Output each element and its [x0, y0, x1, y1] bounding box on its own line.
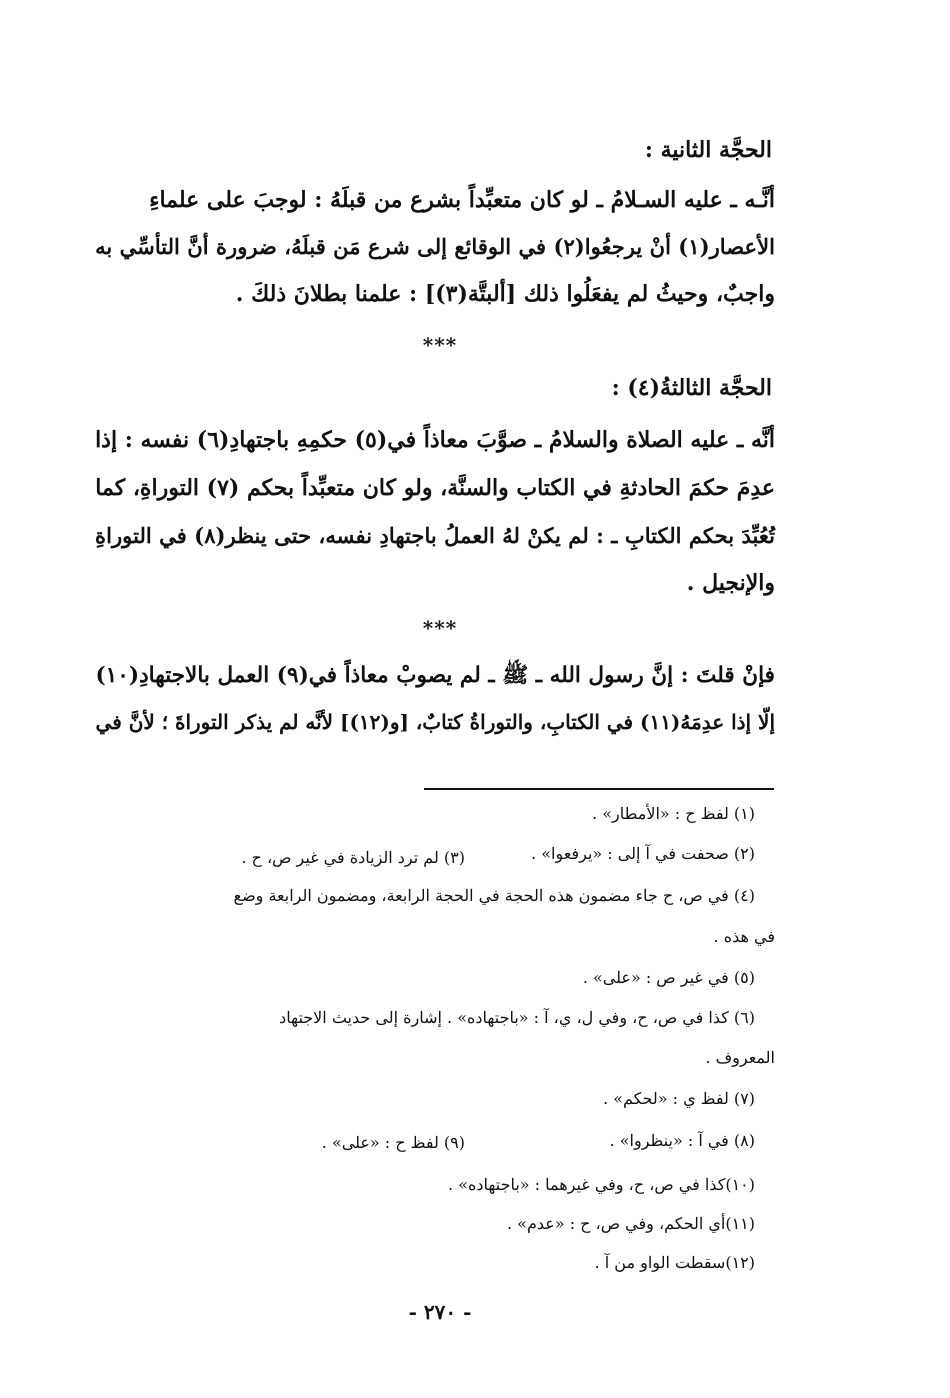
- footnote-3: (٣) لم ترد الزيادة في غير ص، ح .: [241, 848, 465, 867]
- footnote-1: (١) لفظ ح : «الأمطار» .: [592, 804, 755, 823]
- footnote-2: (٢) صحفت في آ إلى : «يرفعوا» .: [531, 844, 755, 863]
- para-3-line-3: تُعُبِّدَ بحكم الكتابِ ـ : لم يكنْ لهُ العملُ باجتهادِ نفسه، حتى ينظر(٨) في التوراةِ: [95, 523, 775, 548]
- footnote-10: (١٠)كذا في ص، ح، وفي غيرهما : «باجتهاده» .: [448, 1175, 755, 1194]
- para-4-line-2: إلّا إذا عدِمَهُ(١١) في الكتابِ، والتوراةُ كتابٌ، [و(١٢)] لأنَّه لم يذكر التوراةَ ؛ لأنَّ في: [95, 710, 775, 734]
- footnote-12: (١٢)سقطت الواو من آ .: [594, 1253, 755, 1272]
- para-2-line-2: الأعصار(١) أنْ يرجعُوا(٢) في الوقائع إلى شرع مَن قبلَهُ، ضرورة أنَّ التأسِّي به: [95, 234, 775, 259]
- footnote-8: (٨) في آ : «ينظروا» .: [609, 1131, 755, 1150]
- footnote-5: (٥) في غير ص : «على» .: [582, 968, 755, 987]
- para-3-line-2: عدِمَ حكمَ الحادثةِ في الكتاب والسنَّة، ولو كان متعبِّداً بحكم (٧) التوراةِ، كما: [95, 475, 775, 501]
- page-number: - ٢٧٠ -: [408, 1300, 472, 1324]
- section-separator: ***: [422, 333, 458, 357]
- para-3-line-4: والإنجيل .: [686, 570, 775, 596]
- para-2-line-1: أنَّـه ـ عليه السـلامُ ـ لو كان متعبِّداً بشرع من قبلَهُ : لوجبَ على علماءِ: [149, 187, 775, 213]
- para-3-line-1: أنَّه ـ عليه الصلاة والسلامُ ـ صوَّبَ معاذاً في(٥) حكمِهِ باجتهادِ(٦) نفسه : إذا: [95, 427, 775, 453]
- heading-third-argument: الحجَّة الثالثةُ(٤) :: [611, 375, 772, 401]
- para-2-line-3: واجبٌ، وحيثُ لم يفعَلُوا ذلك [ألبتَّة(٣)] : علمنا بطلانَ ذلكَ .: [235, 281, 775, 307]
- footnote-6-line-2: المعروف .: [705, 1048, 775, 1067]
- footnote-4-line-2: في هذه .: [713, 927, 775, 946]
- para-4-line-1: فإنْ قلتَ : إنَّ رسول الله ـ ﷺ ـ لم يصوبْ معاذاً في(٩) العمل بالاجتهادِ(١٠): [95, 663, 775, 688]
- heading-second-argument: الحجَّة الثانية :: [644, 137, 772, 163]
- footnote-divider: [424, 788, 774, 790]
- footnote-11: (١١)أي الحكم، وفي ص، ح : «عدم» .: [507, 1214, 755, 1233]
- footnote-4-line-1: (٤) في ص، ح جاء مضمون هذه الحجة في الحجة الرابعة، ومضمون الرابعة وضع: [233, 886, 755, 905]
- footnote-9: (٩) لفظ ح : «على» .: [321, 1133, 465, 1152]
- section-separator: ***: [422, 616, 458, 640]
- footnote-6-line-1: (٦) كذا في ص، ح، وفي ل، ي، آ : «باجتهاده» . إشارة إلى حديث الاجتهاد: [279, 1008, 755, 1027]
- footnote-7: (٧) لفظ ي : «لحكم» .: [603, 1089, 755, 1108]
